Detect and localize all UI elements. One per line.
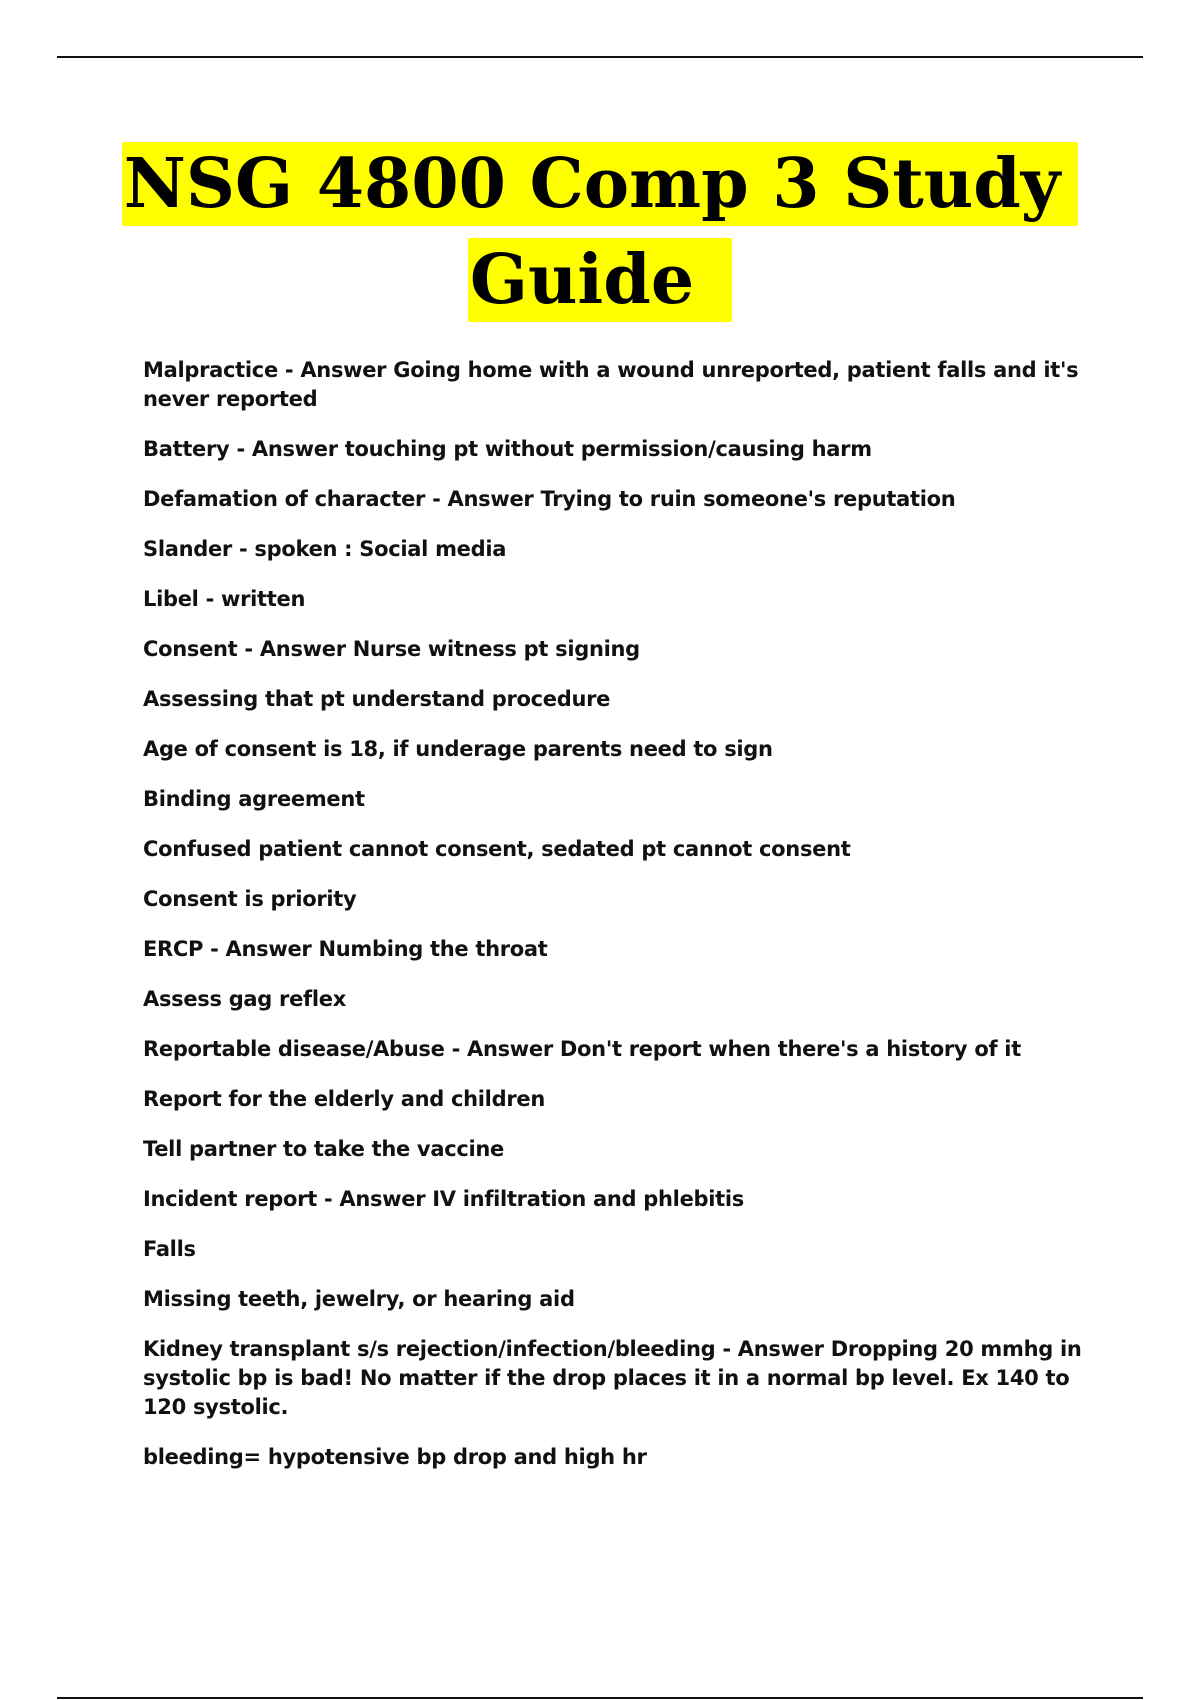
entry-consent: Consent - Answer Nurse witness pt signing <box>143 637 640 661</box>
entry-slander: Slander - spoken : Social media <box>143 537 507 561</box>
entry-gag-reflex: Assess gag reflex <box>143 987 346 1011</box>
entry-bleeding: bleeding= hypotensive bp drop and high hr <box>143 1445 647 1469</box>
entry-report-elderly: Report for the elderly and children <box>143 1087 545 1111</box>
title-line-1: NSG 4800 Comp 3 Study <box>122 142 1079 226</box>
entry-malpractice: Malpractice - Answer Going home with a wound unreported, patient falls and it's never reported <box>143 358 1079 411</box>
entry-age-of-consent: Age of consent is 18, if underage parents need to sign <box>143 737 773 761</box>
entry-assessing-understanding: Assessing that pt understand procedure <box>143 687 611 711</box>
entry-confused-patient: Confused patient cannot consent, sedated pt cannot consent <box>143 837 851 861</box>
entry-reportable-disease: Reportable disease/Abuse - Answer Don't report when there's a history of it <box>143 1037 1021 1061</box>
entry-missing-items: Missing teeth, jewelry, or hearing aid <box>143 1287 575 1311</box>
entry-vaccine: Tell partner to take the vaccine <box>143 1137 504 1161</box>
study-entries <box>143 356 1093 1493</box>
entry-consent-priority: Consent is priority <box>143 887 357 911</box>
entry-ercp: ERCP - Answer Numbing the throat <box>143 937 548 961</box>
entry-defamation: Defamation of character - Answer Trying to ruin someone's reputation <box>143 487 956 511</box>
entry-incident-report: Incident report - Answer IV infiltration and phlebitis <box>143 1187 744 1211</box>
entry-kidney-transplant: Kidney transplant s/s rejection/infection/bleeding - Answer Dropping 20 mmhg in systolic bp is bad! No matter if the drop places it in a normal bp level. Ex 140 to 120 systolic. <box>143 1337 1082 1419</box>
entry-falls: Falls <box>143 1237 196 1261</box>
top-divider <box>57 56 1143 58</box>
entry-battery: Battery - Answer touching pt without permission/causing harm <box>143 437 872 461</box>
entry-libel: Libel - written <box>143 587 306 611</box>
bottom-divider <box>57 1697 1143 1699</box>
document-title <box>100 142 1100 322</box>
entry-binding-agreement: Binding agreement <box>143 787 365 811</box>
title-line-2: Guide <box>468 238 732 322</box>
